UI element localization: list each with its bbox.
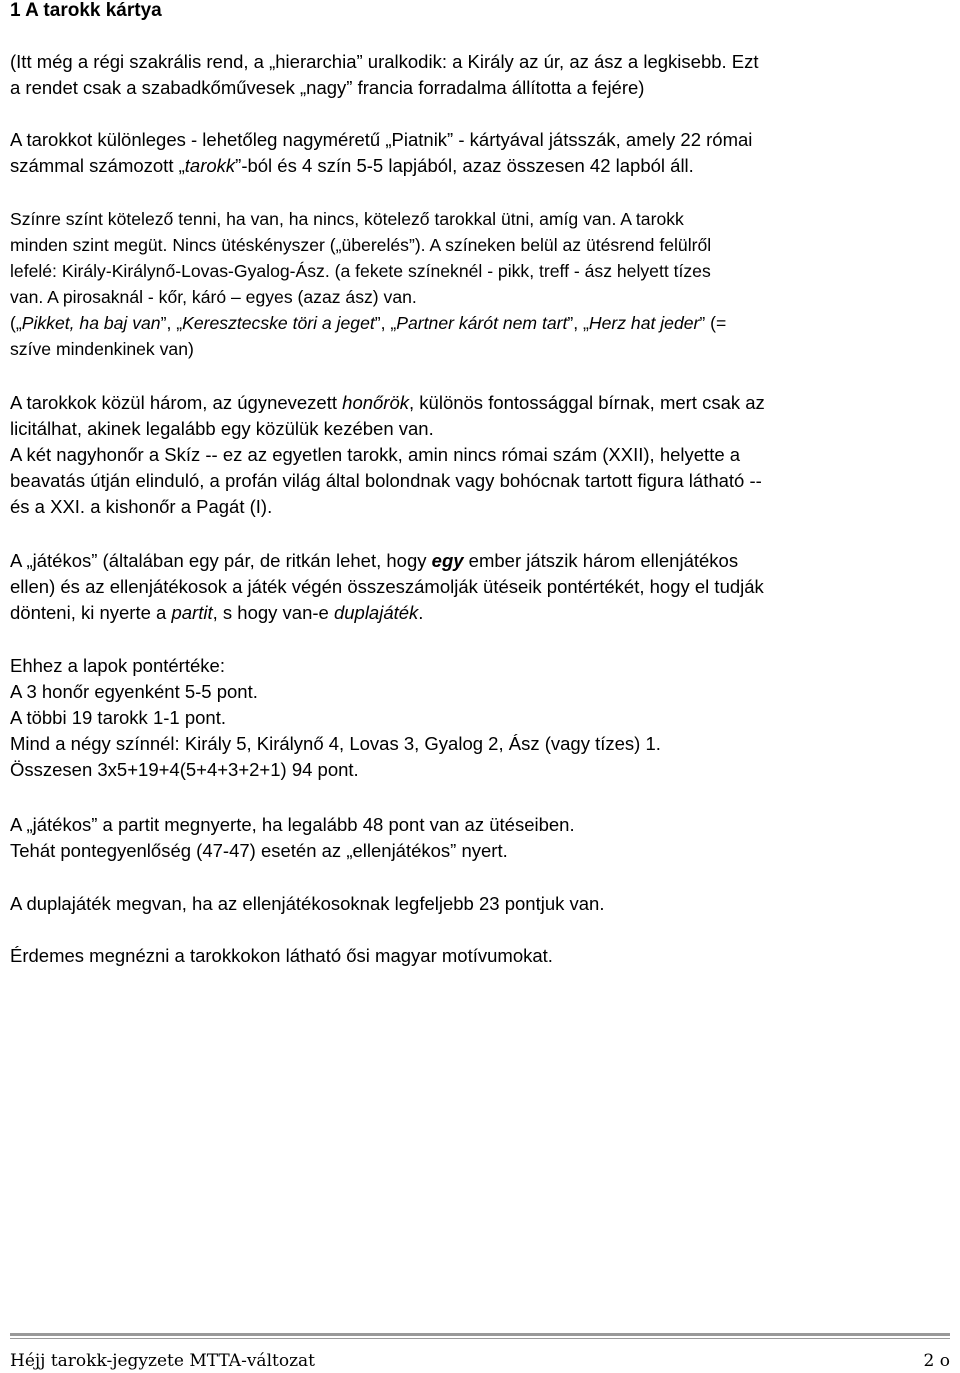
text-line: Összesen 3x5+19+4(5+4+3+2+1) 94 pont. xyxy=(10,759,359,780)
text-line: szíve mindenkinek van) xyxy=(10,339,194,359)
text-line: Ehhez a lapok pontértéke: xyxy=(10,655,225,676)
text-line xyxy=(10,310,950,336)
section-heading: 1 A tarokk kártya xyxy=(10,0,162,21)
text-line: a rendet csak a szabadkőművesek „nagy” francia forradalma állította a fejére) xyxy=(10,77,645,98)
italic-term: duplajáték xyxy=(333,602,419,623)
text-line: ellen) és az ellenjátékosok a játék végén összeszámolják ütéseik pontértékét, hogy el tudják xyxy=(10,576,764,597)
text-span: ”, „ xyxy=(567,313,589,333)
text-line: van. A pirosaknál - kőr, káró – egyes (azaz ász) van. xyxy=(10,287,417,307)
italic-term: honőrök xyxy=(342,392,410,413)
italic-term: partit xyxy=(171,602,213,623)
paragraph-rules xyxy=(10,206,950,362)
paragraph-winning xyxy=(10,812,950,864)
text-line: A „játékos” a partit megnyerte, ha legalább 48 pont van az ütéseiben. xyxy=(10,814,575,835)
italic-saying: Herz hat jeder xyxy=(588,313,700,333)
text-span: dönteni, ki nyerte a xyxy=(10,602,172,623)
text-span: . xyxy=(418,602,424,623)
text-span: A „játékos” (általában egy pár, de ritkán lehet, hogy xyxy=(10,550,432,571)
text-line: A többi 19 tarokk 1-1 pont. xyxy=(10,707,226,728)
footer-divider xyxy=(10,1333,950,1336)
text-line: minden szint megüt. Nincs ütéskényszer („überelés”). A színeken belül az ütésrend felülről xyxy=(10,235,712,255)
italic-term: tarokk xyxy=(184,155,236,176)
italic-saying: Pikket, ha baj van xyxy=(21,313,161,333)
text-line: (Itt még a régi szakrális rend, a „hierarchia” uralkodik: a Király az úr, az ász a legkisebb. Ezt xyxy=(10,51,759,72)
text-line: A két nagyhonőr a Skíz -- ez az egyetlen tarokk, amin nincs római szám (XXII), helyette a xyxy=(10,444,741,465)
text-span: ”, „ xyxy=(160,313,183,333)
footer-page-number: 2 o xyxy=(923,1351,950,1371)
text-line: beavatás útján elinduló, a profán világ által bolondnak vagy bohócnak tartott figura látható -- xyxy=(10,470,762,491)
paragraph-points xyxy=(10,653,950,783)
text-line: lefelé: Király-Királynő-Lovas-Gyalog-Ász. (a fekete színeknél - pikk, treff - ász helyett tízes xyxy=(10,261,711,281)
text-span: ” (= xyxy=(699,313,727,333)
paragraph-player xyxy=(10,548,950,626)
text-span: A tarokkok közül három, az úgynevezett xyxy=(10,392,343,413)
footer-document-title: Héjj tarokk-jegyzete MTTA-változat xyxy=(10,1351,315,1371)
text-line: Tehát pontegyenlőség (47-47) esetén az „ellenjátékos” nyert. xyxy=(10,840,508,861)
text-span: , s hogy van-e xyxy=(212,602,334,623)
text-line xyxy=(10,153,950,179)
paragraph-cards xyxy=(10,127,950,179)
text-line: Mind a négy színnél: Király 5, Királynő 4, Lovas 3, Gyalog 2, Ász (vagy tízes) 1. xyxy=(10,733,661,754)
italic-saying: Keresztecske töri a jeget xyxy=(182,313,375,333)
text-span: ”, „ xyxy=(374,313,397,333)
text-line xyxy=(10,600,950,626)
paragraph-honors xyxy=(10,390,950,520)
italic-saying: Partner kárót nem tart xyxy=(396,313,568,333)
text-line: és a XXI. a kishonőr a Pagát (I). xyxy=(10,496,273,517)
text-span: , különös fontossággal bírnak, mert csak az xyxy=(409,392,765,413)
text-line: A duplajáték megvan, ha az ellenjátékosoknak legfeljebb 23 pontjuk van. xyxy=(10,893,605,914)
text-line: A 3 honőr egyenként 5-5 pont. xyxy=(10,681,258,702)
text-span: ”-ból és 4 szín 5-5 lapjából, azaz összesen 42 lapból áll. xyxy=(235,155,694,176)
text-line xyxy=(10,548,950,574)
text-line: Színre színt kötelező tenni, ha van, ha nincs, kötelező tarokkal ütni, amíg van. A tarokk xyxy=(10,209,684,229)
text-line: Érdemes megnézni a tarokkokon látható ősi magyar motívumokat. xyxy=(10,945,553,966)
text-line: licitálhat, akinek legalább egy közülük kezében van. xyxy=(10,418,434,439)
paragraph-motifs xyxy=(10,943,950,969)
paragraph-intro xyxy=(10,49,950,101)
bold-italic-term: egy xyxy=(431,550,464,571)
paragraph-double xyxy=(10,891,950,917)
text-span: („ xyxy=(10,313,22,333)
text-span: számmal számozott „ xyxy=(10,155,185,176)
text-span: ember játszik három ellenjátékos xyxy=(463,550,739,571)
text-line xyxy=(10,390,950,416)
text-line: A tarokkot különleges - lehetőleg nagyméretű „Piatnik” - kártyával játsszák, amely 22 római xyxy=(10,129,753,150)
